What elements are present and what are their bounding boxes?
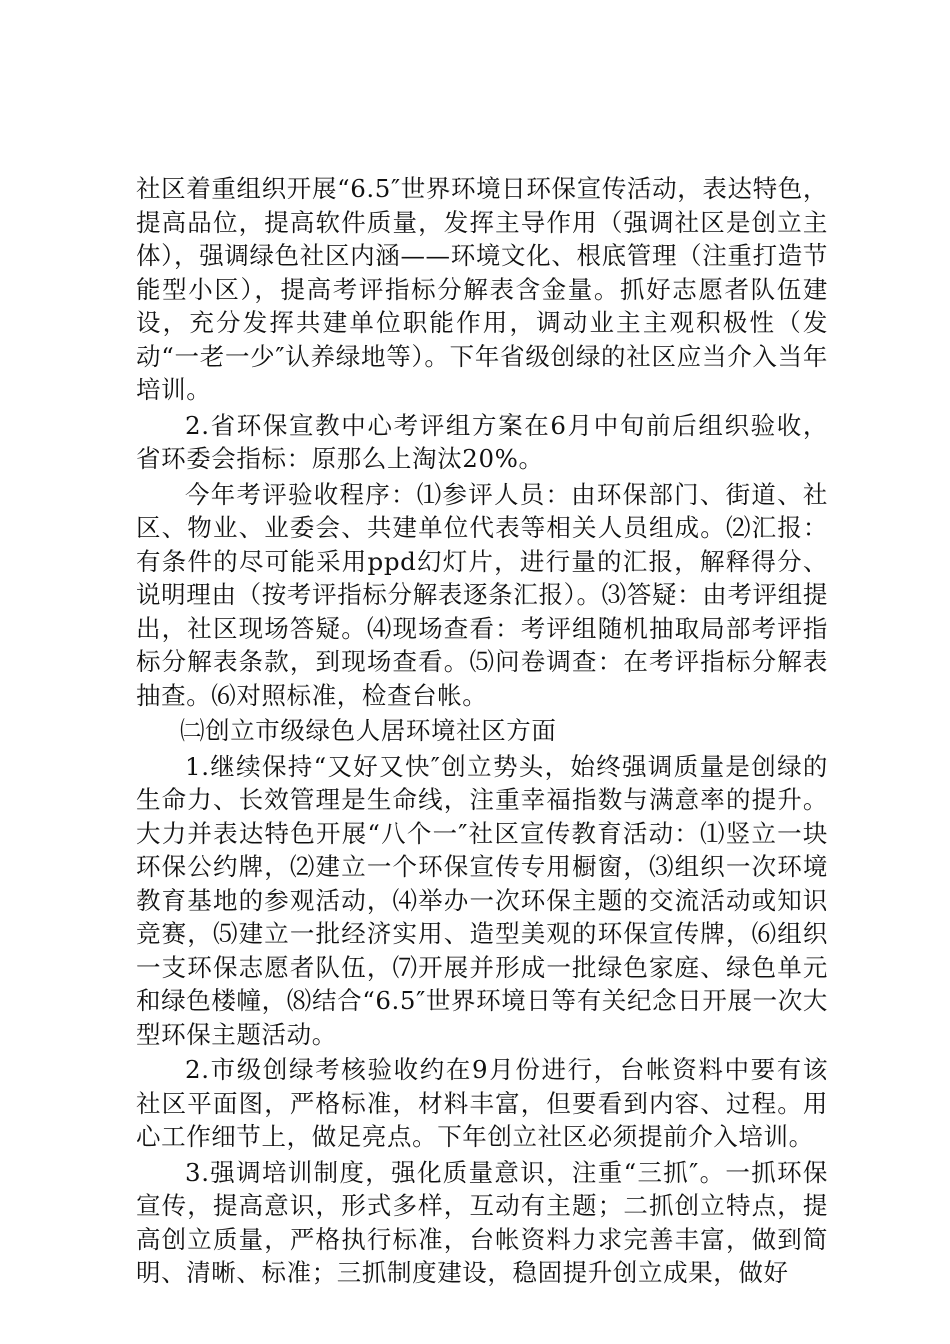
paragraph-three-grasps: 3.强调培训制度，强化质量意识，注重“三抓″。一抓环保宣传，提高意识，形式多样，互动有主题；二抓创立特点，提高创立质量，严格执行标准，台帐资料力求完善丰富，做到简明、清晰、标准；三抓制度建设，稳固提升创立成果，做好	[136, 1157, 828, 1287]
document-body	[136, 172, 828, 1290]
paragraph-evaluation-procedure: 今年考评验收程序：⑴参评人员：由环保部门、街道、社区、物业、业委会、共建单位代表等相关人员组成。⑵汇报：有条件的尽可能采用ppd幻灯片，进行量的汇报，解释得分、说明理由（按考评指标分解表逐条汇报）。⑶答疑：由考评组提出，社区现场答疑。⑷现场查看：考评组随机抽取局部考评指标分解表条款，到现场查看。⑸问卷调查：在考评指标分解表抽查。⑹对照标准，检查台帐。	[136, 479, 828, 710]
paragraph-eight-ones: 1.继续保持“又好又快″创立势头，始终强调质量是创绿的生命力、长效管理是生命线，注重幸福指数与满意率的提升。大力并表达特色开展“八个一″社区宣传教育活动：⑴竖立一块环保公约牌，⑵建立一个环保宣传专用橱窗，⑶组织一次环境教育基地的参观活动，⑷举办一次环保主题的交流活动或知识竞赛，⑸建立一批经济实用、造型美观的环保宣传牌，⑹组织一支环保志愿者队伍，⑺开展并形成一批绿色家庭、绿色单元和绿色楼幢，⑻结合“6.5″世界环境日等有关纪念日开展一次大型环保主题活动。	[136, 751, 828, 1049]
section-heading-municipal: ㈡创立市级绿色人居环境社区方面	[180, 716, 557, 745]
paragraph-community-activities: 社区着重组织开展“6.5″世界环境日环保宣传活动，表达特色，提高品位，提高软件质量，发挥主导作用（强调社区是创立主体），强调绿色社区内涵——环境文化、根底管理（注重打造节能型小区），提高考评指标分解表含金量。抓好志愿者队伍建设，充分发挥共建单位职能作用，调动业主主观积极性（发动“一老一少″认养绿地等）。下年省级创绿的社区应当介入当年培训。	[136, 174, 828, 404]
paragraph-provincial-acceptance: 2.省环保宣教中心考评组方案在6月中旬前后组织验收，省环委会指标：原那么上淘汰20%。	[136, 410, 828, 473]
paragraph-municipal-acceptance: 2.市级创绿考核验收约在9月份进行，台帐资料中要有该社区平面图，严格标准，材料丰富，但要看到内容、过程。用心工作细节上，做足亮点。下年创立社区必须提前介入培训。	[136, 1055, 828, 1151]
